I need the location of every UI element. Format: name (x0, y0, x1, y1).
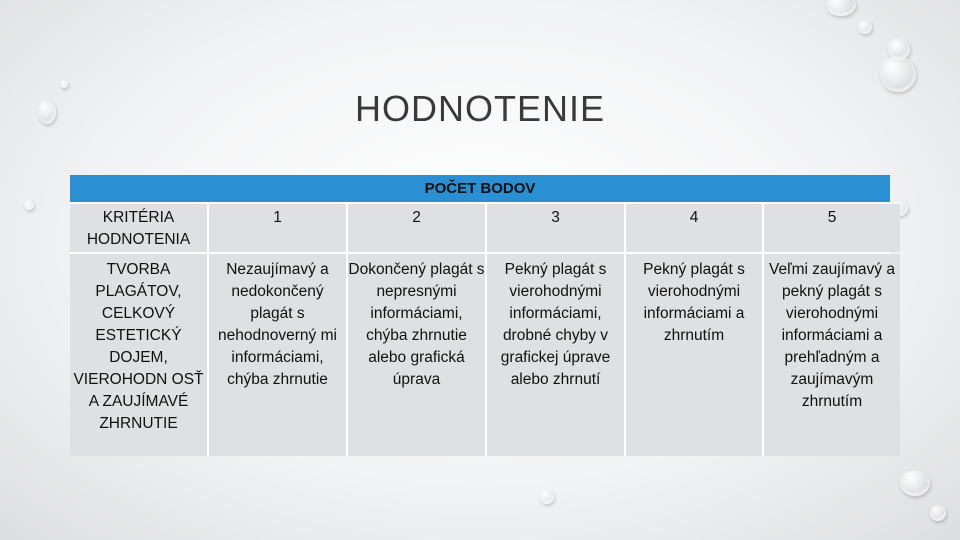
table-cell-score-4: 4 (626, 204, 762, 252)
water-drop-decoration (858, 20, 872, 34)
table-cell-description-2: Dokončený plagát s nepresnými informáciami, chýba zhrnutie alebo grafická úprava (348, 254, 485, 456)
table-header-points: POČET BODOV (70, 175, 890, 204)
scoring-table (70, 175, 895, 456)
water-drop-decoration (930, 505, 946, 521)
water-drop-decoration (826, 0, 856, 16)
table-cell-criterion: TVORBA PLAGÁTOV, CELKOVÝ ESTETICKÝ DOJEM, VIEROHODN OSŤ A ZAUJÍMAVÉ ZHRNUTIE (70, 254, 207, 456)
table-cell-score-1: 1 (209, 204, 346, 252)
water-drop-decoration (880, 56, 916, 92)
table-cell-score-3: 3 (487, 204, 624, 252)
slide-title: HODNOTENIE (354, 88, 605, 129)
table-grid (70, 204, 895, 456)
table-cell-description-4: Pekný plagát s vierohodnými informáciami a zhrnutím (626, 254, 762, 456)
water-drop-decoration (900, 470, 930, 496)
water-drop-decoration (540, 490, 554, 504)
table-cell-description-3: Pekný plagát s vierohodnými informáciami, drobné chyby v grafickej úprave alebo zhrnutí (487, 254, 624, 456)
table-cell-score-2: 2 (348, 204, 485, 252)
water-drop-decoration (60, 80, 68, 88)
table-cell-description-1: Nezaujímavý a nedokončený plagát s nehodnoverný mi informáciami, chýba zhrnutie (209, 254, 346, 456)
table-cell-description-5: Veľmi zaujímavý a pekný plagát s vierohodnými informáciami a prehľadným a zaujímavým zhrnutím (764, 254, 900, 456)
water-drop-decoration (24, 200, 34, 210)
table-cell-criteria-label: KRITÉRIA HODNOTENIA (70, 204, 207, 252)
table-cell-score-5: 5 (764, 204, 900, 252)
